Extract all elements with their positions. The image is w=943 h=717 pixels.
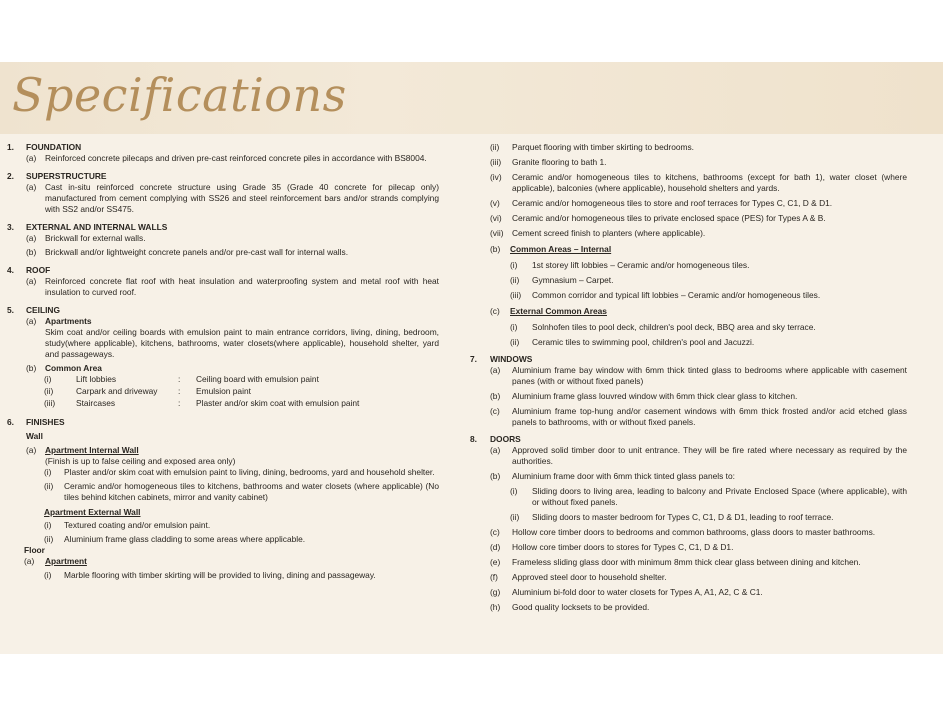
clause-note: (Finish is up to false ceiling and exposed area only) — [45, 456, 236, 466]
specifications-page — [0, 62, 943, 654]
clause-label: (b) — [490, 391, 501, 401]
section-number: 1. — [7, 142, 14, 152]
clause-label: (a) — [26, 316, 37, 326]
row-colon: : — [178, 374, 181, 384]
clause-label: (b) — [490, 471, 501, 481]
clause — [0, 316, 445, 327]
clause-text: Reinforced concrete pilecaps and driven pre-cast reinforced concrete piles in accordance with BS8004. — [45, 153, 427, 163]
clause-label: (a) — [490, 365, 501, 375]
clause-label: (a) — [26, 153, 37, 163]
clause-text: 1st storey lift lobbies – Ceramic and/or homogeneous tiles. — [532, 260, 750, 270]
clause-text: Good quality locksets to be provided. — [512, 602, 650, 612]
section-finishes — [0, 417, 445, 581]
clause — [462, 542, 927, 553]
clause-title: Apartment — [45, 556, 87, 566]
clause-label: (iii) — [490, 157, 502, 167]
clause — [462, 365, 927, 387]
clause-label: (a) — [26, 445, 37, 455]
clause-label: (b) — [26, 363, 37, 373]
clause-label: (a) — [490, 445, 501, 455]
clause-text: Ceramic and/or homogeneous tiles to store and roof terraces for Types C, C1, D & D1. — [512, 198, 833, 208]
clause-label: (ii) — [510, 512, 520, 522]
clause-label: (i) — [44, 570, 52, 580]
section-number: 4. — [7, 265, 14, 275]
clause-label: (h) — [490, 602, 501, 612]
clause-text: Ceramic and/or homogeneous tiles to kitchens, bathrooms (except for bath 1), water closet (where applicable), balconies (where applicable), household shelters and yards. — [512, 172, 907, 193]
clause — [462, 486, 927, 508]
clause-text: Brickwall for external walls. — [45, 233, 146, 243]
section-number: 7. — [470, 354, 477, 364]
clause-label: (c) — [490, 306, 500, 316]
clause-label: (iii) — [510, 290, 522, 300]
common-area-row — [0, 374, 445, 386]
clause — [462, 602, 927, 613]
section-number: 2. — [7, 171, 14, 181]
clause — [0, 247, 445, 258]
clause — [0, 363, 445, 374]
clause-text: Aluminium frame top-hung and/or casement windows with 6mm thick frosted and/or acid etched glass panels to bathrooms, with or without fixed panels. — [512, 406, 907, 427]
clause — [0, 467, 445, 478]
clause-text: Aluminium frame glass louvred window with 6mm thick clear glass to kitchen. — [512, 391, 798, 401]
section-ceiling — [0, 305, 445, 410]
clause — [462, 290, 927, 301]
clause-label: (iv) — [490, 172, 502, 182]
row-value: Plaster and/or skim coat with emulsion paint — [196, 398, 360, 408]
clause-text: Granite flooring to bath 1. — [512, 157, 607, 167]
clause-title: Common Area — [45, 363, 102, 373]
clause — [462, 172, 927, 194]
clause-text: Sliding doors to living area, leading to balcony and Private Enclosed Space (where applicable), with or without fixed panels. — [532, 486, 907, 507]
row-label: (i) — [44, 374, 52, 384]
section-heading: SUPERSTRUCTURE — [26, 171, 107, 181]
subheading-wall: Wall — [26, 431, 43, 441]
clause-text: Cement screed finish to planters (where applicable). — [512, 228, 706, 238]
clause-label: (e) — [490, 557, 501, 567]
clause-label: (d) — [490, 542, 501, 552]
clause-title: Apartment Internal Wall — [45, 445, 139, 455]
section-windows — [462, 354, 927, 428]
clause-text: Hollow core timber doors to stores for Types C, C1, D & D1. — [512, 542, 734, 552]
row-name: Staircases — [76, 398, 116, 408]
clause-text: Hollow core timber doors to bedrooms and common bathrooms, glass doors to master bathrooms. — [512, 527, 876, 537]
clause-text: Aluminium frame bay window with 6mm thick tinted glass to bedrooms where applicable with casement panes (with or without fixed panels) — [512, 365, 907, 386]
clause — [0, 556, 445, 567]
clause-label: (c) — [490, 406, 500, 416]
common-area-row — [0, 386, 445, 398]
clause-text: Skim coat and/or ceiling boards with emulsion paint to main entrance corridors, living, dining, bedroom, study(where applicable), kitchens, bathrooms, water closets(where applicable), household shelter, yard and passageways. — [45, 327, 439, 359]
clause-text: Ceramic tiles to swimming pool, children's pool and Jacuzzi. — [532, 337, 755, 347]
clause — [0, 520, 445, 531]
clause-label: (i) — [510, 260, 518, 270]
clause — [462, 198, 927, 209]
clause — [462, 213, 927, 224]
clause — [462, 322, 927, 333]
title-banner — [0, 62, 943, 134]
clause — [462, 260, 927, 271]
clause — [0, 570, 445, 581]
page-title: Specifications — [12, 68, 347, 122]
clause-text: Reinforced concrete flat roof with heat insulation and waterproofing system and metal roof with heat insulation to curved roof. — [45, 276, 439, 297]
row-label: (iii) — [44, 398, 56, 408]
right-column — [462, 142, 927, 617]
clause-label: (ii) — [44, 481, 54, 491]
clause — [0, 534, 445, 545]
clause-label: (a) — [26, 276, 37, 286]
clause — [462, 275, 927, 286]
clause-label: (i) — [44, 467, 52, 477]
clause-text: Solnhofen tiles to pool deck, children's pool deck, BBQ area and sky terrace. — [532, 322, 816, 332]
subheading-floor: Floor — [24, 545, 45, 555]
clause — [462, 572, 927, 583]
subsection-title: Common Areas – Internal — [510, 244, 612, 254]
row-name: Lift lobbies — [76, 374, 117, 384]
section-heading: ROOF — [26, 265, 51, 275]
clause — [462, 512, 927, 523]
section-heading: FOUNDATION — [26, 142, 82, 152]
clause-text: Approved steel door to household shelter. — [512, 572, 667, 582]
clause-label: (i) — [44, 520, 52, 530]
section-heading: FINISHES — [26, 417, 65, 427]
clause — [462, 228, 927, 239]
clause-label: (ii) — [510, 275, 520, 285]
row-label: (ii) — [44, 386, 54, 396]
clause — [462, 337, 927, 348]
clause-text: Approved solid timber door to unit entrance. They will be fire rated where necessary as required by the authorities. — [512, 445, 907, 466]
row-value: Emulsion paint — [196, 386, 251, 396]
clause — [462, 587, 927, 598]
clause-label: (f) — [490, 572, 498, 582]
clause — [0, 276, 445, 298]
clause-text: Plaster and/or skim coat with emulsion paint to living, dining, bedrooms, yard and household shelter. — [64, 467, 435, 477]
section-doors — [462, 434, 927, 613]
clause — [0, 481, 445, 503]
clause-label: (b) — [490, 244, 501, 254]
row-value: Ceiling board with emulsion paint — [196, 374, 319, 384]
clause-text: Parquet flooring with timber skirting to bedrooms. — [512, 142, 695, 152]
clause-title: Apartments — [45, 316, 92, 326]
clause — [462, 406, 927, 428]
clause-label: (b) — [26, 247, 37, 257]
clause-text: Ceramic and/or homogeneous tiles to kitchens, bathrooms and water closets (where applicable) (No tiles behind kitchen cabinets, mirror and vanity cabinet) — [64, 481, 439, 502]
section-number: 6. — [7, 417, 14, 427]
clause — [0, 507, 445, 518]
section-foundation — [0, 142, 445, 164]
row-colon: : — [178, 398, 181, 408]
clause-label: (a) — [26, 233, 37, 243]
clause — [462, 157, 927, 168]
clause-text: Aluminium frame glass cladding to some areas where applicable. — [64, 534, 306, 544]
clause-label: (ii) — [44, 534, 54, 544]
clause-text: Marble flooring with timber skirting will be provided to living, dining and passageway. — [64, 570, 376, 580]
section-heading: EXTERNAL AND INTERNAL WALLS — [26, 222, 168, 232]
section-heading: DOORS — [490, 434, 521, 444]
clause — [0, 153, 445, 164]
clause-text: Aluminium bi-fold door to water closets for Types A, A1, A2, C & C1. — [512, 587, 763, 597]
section-heading: CEILING — [26, 305, 60, 315]
clause — [0, 445, 445, 456]
clause-text: Aluminium frame door with 6mm thick tinted glass panels to: — [512, 471, 735, 481]
clause-label: (i) — [510, 322, 518, 332]
clause — [462, 391, 927, 402]
clause — [462, 445, 927, 467]
clause-text: Common corridor and typical lift lobbies – Ceramic and/or homogeneous tiles. — [532, 290, 821, 300]
clause-label: (ii) — [510, 337, 520, 347]
clause-text: Cast in-situ reinforced concrete structure using Grade 35 (Grade 40 concrete for pilecap only) manufactured from cement complying with SS26 and steel reinforcement bars and/or strands complying with SS2 and/or SS475. — [45, 182, 439, 214]
section-number: 8. — [470, 434, 477, 444]
clause-label: (ii) — [490, 142, 500, 152]
clause-title: Apartment External Wall — [44, 507, 141, 517]
clause-label: (v) — [490, 198, 500, 208]
clause-text: Ceramic and/or homogeneous tiles to private enclosed space (PES) for Types A & B. — [512, 213, 826, 223]
clause-label: (vii) — [490, 228, 504, 238]
section-superstructure — [0, 171, 445, 215]
clause-label: (i) — [510, 486, 518, 496]
clause — [0, 182, 445, 215]
clause-label: (vi) — [490, 213, 502, 223]
section-heading: WINDOWS — [490, 354, 533, 364]
clause-text: Frameless sliding glass door with minimum 8mm thick clear glass between dining and kitchen. — [512, 557, 861, 567]
subsection — [462, 306, 927, 317]
section-walls — [0, 222, 445, 258]
section-number: 5. — [7, 305, 14, 315]
subsection — [462, 244, 927, 255]
clause-label: (a) — [26, 182, 37, 192]
clause-label: (a) — [24, 556, 35, 566]
row-name: Carpark and driveway — [76, 386, 158, 396]
clause-text: Brickwall and/or lightweight concrete panels and/or pre-cast wall for internal walls. — [45, 247, 349, 257]
clause-text: Gymnasium – Carpet. — [532, 275, 614, 285]
clause-text: Textured coating and/or emulsion paint. — [64, 520, 211, 530]
section-roof — [0, 265, 445, 298]
clause — [462, 471, 927, 482]
clause-text: Sliding doors to master bedroom for Types C, C1, D & D1, leading to roof terrace. — [532, 512, 834, 522]
clause — [462, 527, 927, 538]
common-area-row — [0, 398, 445, 410]
clause — [462, 142, 927, 153]
clause — [462, 557, 927, 568]
clause — [0, 233, 445, 244]
clause-label: (g) — [490, 587, 501, 597]
left-column — [0, 142, 445, 585]
subsection-title: External Common Areas — [510, 306, 607, 316]
row-colon: : — [178, 386, 181, 396]
section-number: 3. — [7, 222, 14, 232]
clause-label: (c) — [490, 527, 500, 537]
